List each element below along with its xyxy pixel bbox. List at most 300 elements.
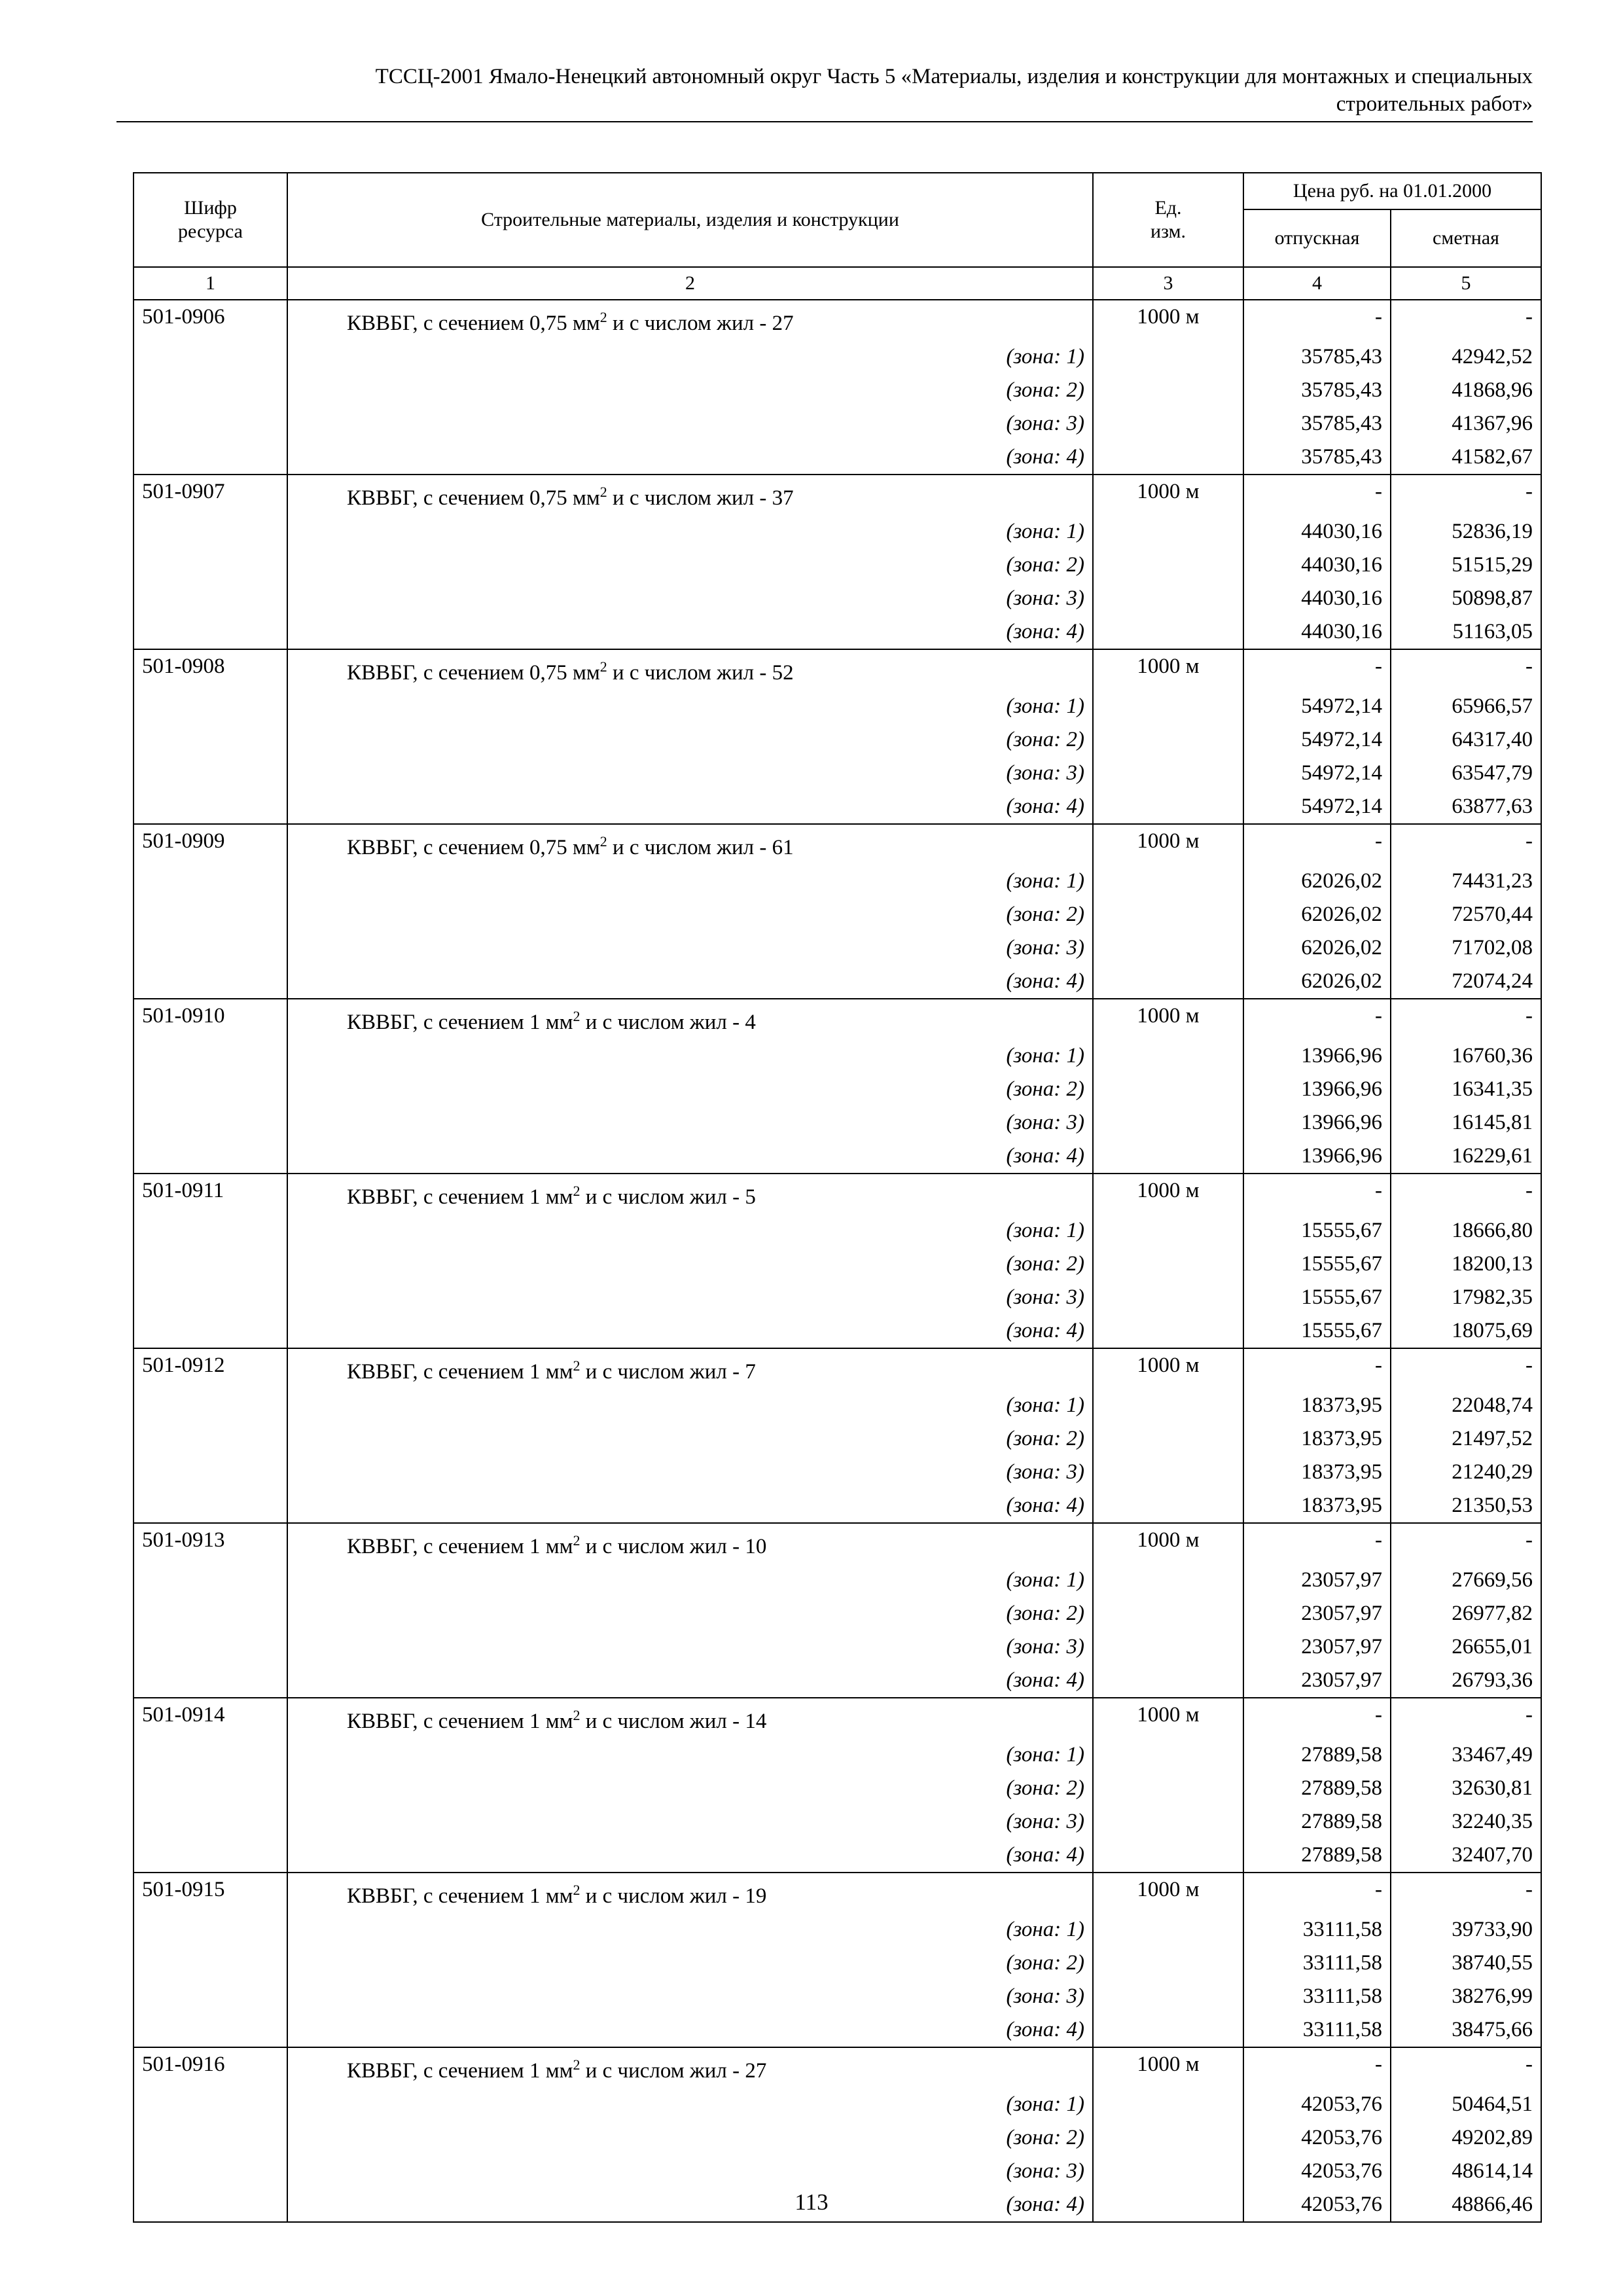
resource-code: 501-0912 <box>134 1348 287 1389</box>
zone-price-release: 44030,16 <box>1243 615 1391 649</box>
col-number-1: 1 <box>134 267 287 300</box>
zone-row <box>134 1073 1541 1106</box>
zone-unit-empty <box>1093 440 1243 475</box>
unit-superscript: 2 <box>573 1008 580 1024</box>
zone-row <box>134 2088 1541 2121</box>
zone-code-empty <box>134 1422 287 1456</box>
zone-unit-empty <box>1093 690 1243 723</box>
zone-price-estimate: 32240,35 <box>1391 1805 1541 1839</box>
zone-row <box>134 582 1541 615</box>
zone-label: (зона: 2) <box>287 1073 1093 1106</box>
zone-price-release: 33111,58 <box>1243 1980 1391 2013</box>
zone-unit-empty <box>1093 1738 1243 1772</box>
zone-price-estimate: 16760,36 <box>1391 1039 1541 1073</box>
zone-code-empty <box>134 1139 287 1174</box>
price-release: - <box>1243 1873 1391 1913</box>
zone-price-estimate: 74431,23 <box>1391 865 1541 898</box>
zone-row <box>134 615 1541 649</box>
price-estimate: - <box>1391 999 1541 1039</box>
material-name-suffix: и с числом жил - 27 <box>580 2059 767 2083</box>
zone-unit-empty <box>1093 582 1243 615</box>
zone-row <box>134 1772 1541 1805</box>
zone-price-estimate: 26793,36 <box>1391 1664 1541 1698</box>
zone-price-release: 18373,95 <box>1243 1422 1391 1456</box>
zone-row <box>134 1039 1541 1073</box>
resource-code: 501-0907 <box>134 475 287 515</box>
material-name-text: КВВБГ, с сечением 1 мм <box>347 1535 573 1558</box>
zone-code-empty <box>134 2155 287 2188</box>
material-name-suffix: и с числом жил - 52 <box>607 661 794 685</box>
zone-unit-empty <box>1093 1214 1243 1247</box>
zone-code-empty <box>134 374 287 407</box>
zone-price-estimate: 51163,05 <box>1391 615 1541 649</box>
unit-of-measure: 1000 м <box>1093 999 1243 1039</box>
zone-code-empty <box>134 1664 287 1698</box>
zone-price-estimate: 50464,51 <box>1391 2088 1541 2121</box>
zone-code-empty <box>134 1839 287 1873</box>
zone-code-empty <box>134 407 287 440</box>
unit-superscript: 2 <box>573 1183 580 1199</box>
table-row <box>134 475 1541 515</box>
zone-price-release: 13966,96 <box>1243 1106 1391 1139</box>
zone-code-empty <box>134 2013 287 2047</box>
resource-code: 501-0916 <box>134 2047 287 2088</box>
zone-code-empty <box>134 1106 287 1139</box>
zone-price-estimate: 38276,99 <box>1391 1980 1541 2013</box>
zone-unit-empty <box>1093 407 1243 440</box>
zone-label: (зона: 2) <box>287 2121 1093 2155</box>
price-release: - <box>1243 1698 1391 1738</box>
zone-code-empty <box>134 1738 287 1772</box>
zone-unit-empty <box>1093 1946 1243 1980</box>
zone-unit-empty <box>1093 865 1243 898</box>
zone-row <box>134 1214 1541 1247</box>
zone-label: (зона: 4) <box>287 790 1093 824</box>
price-release: - <box>1243 300 1391 340</box>
zone-price-estimate: 63877,63 <box>1391 790 1541 824</box>
zone-price-estimate: 38475,66 <box>1391 2013 1541 2047</box>
zone-label: (зона: 4) <box>287 615 1093 649</box>
zone-price-release: 15555,67 <box>1243 1281 1391 1314</box>
zone-price-release: 33111,58 <box>1243 1913 1391 1946</box>
material-name-text: КВВБГ, с сечением 1 мм <box>347 2059 573 2083</box>
zone-label: (зона: 1) <box>287 1039 1093 1073</box>
zone-price-estimate: 49202,89 <box>1391 2121 1541 2155</box>
col-number-4: 4 <box>1243 267 1391 300</box>
zone-code-empty <box>134 582 287 615</box>
zone-unit-empty <box>1093 548 1243 582</box>
zone-code-empty <box>134 440 287 475</box>
zone-price-release: 35785,43 <box>1243 374 1391 407</box>
material-name <box>287 2047 1093 2088</box>
zone-unit-empty <box>1093 615 1243 649</box>
material-name-text: КВВБГ, с сечением 1 мм <box>347 1884 573 1908</box>
price-release: - <box>1243 2047 1391 2088</box>
material-name <box>287 1698 1093 1738</box>
zone-label: (зона: 3) <box>287 582 1093 615</box>
material-name-suffix: и с числом жил - 27 <box>607 312 794 335</box>
unit-of-measure: 1000 м <box>1093 1698 1243 1738</box>
zone-price-release: 42053,76 <box>1243 2188 1391 2222</box>
zone-code-empty <box>134 931 287 965</box>
material-name <box>287 475 1093 515</box>
table-row <box>134 1873 1541 1913</box>
zone-label: (зона: 2) <box>287 1247 1093 1281</box>
material-name-text: КВВБГ, с сечением 0,75 мм <box>347 661 600 685</box>
zone-code-empty <box>134 1913 287 1946</box>
zone-row <box>134 515 1541 548</box>
zone-label: (зона: 4) <box>287 1314 1093 1348</box>
zone-price-release: 15555,67 <box>1243 1314 1391 1348</box>
zone-code-empty <box>134 340 287 374</box>
zone-price-estimate: 64317,40 <box>1391 723 1541 757</box>
material-name-text: КВВБГ, с сечением 0,75 мм <box>347 312 600 335</box>
zone-row <box>134 965 1541 999</box>
zone-row <box>134 1281 1541 1314</box>
zone-row <box>134 2155 1541 2188</box>
material-name-suffix: и с числом жил - 61 <box>607 836 794 859</box>
price-estimate: - <box>1391 1873 1541 1913</box>
zone-code-empty <box>134 1247 287 1281</box>
zone-code-empty <box>134 1489 287 1523</box>
zone-unit-empty <box>1093 1039 1243 1073</box>
zone-code-empty <box>134 1456 287 1489</box>
zone-price-estimate: 41868,96 <box>1391 374 1541 407</box>
zone-price-estimate: 42942,52 <box>1391 340 1541 374</box>
zone-price-estimate: 71702,08 <box>1391 931 1541 965</box>
resource-code: 501-0915 <box>134 1873 287 1913</box>
price-release: - <box>1243 999 1391 1039</box>
zone-row <box>134 407 1541 440</box>
col-header-price-release: отпускная <box>1243 209 1391 267</box>
zone-unit-empty <box>1093 1422 1243 1456</box>
zone-label: (зона: 3) <box>287 931 1093 965</box>
zone-price-estimate: 16341,35 <box>1391 1073 1541 1106</box>
price-estimate: - <box>1391 475 1541 515</box>
zone-label: (зона: 4) <box>287 1489 1093 1523</box>
zone-row <box>134 440 1541 475</box>
zone-price-estimate: 48866,46 <box>1391 2188 1541 2222</box>
zone-row <box>134 1913 1541 1946</box>
zone-row <box>134 1805 1541 1839</box>
table-row <box>134 2047 1541 2088</box>
unit-superscript: 2 <box>599 309 607 325</box>
zone-price-estimate: 50898,87 <box>1391 582 1541 615</box>
col-header-name: Строительные материалы, изделия и конструкции <box>287 173 1093 267</box>
zone-unit-empty <box>1093 965 1243 999</box>
zone-price-release: 44030,16 <box>1243 548 1391 582</box>
zone-price-release: 35785,43 <box>1243 340 1391 374</box>
zone-code-empty <box>134 515 287 548</box>
col-number-3: 3 <box>1093 267 1243 300</box>
table-row <box>134 1348 1541 1389</box>
resource-code: 501-0911 <box>134 1174 287 1214</box>
zone-price-estimate: 17982,35 <box>1391 1281 1541 1314</box>
page-number: 113 <box>794 2189 829 2215</box>
zone-row <box>134 757 1541 790</box>
zone-price-estimate: 41582,67 <box>1391 440 1541 475</box>
zone-row <box>134 790 1541 824</box>
zone-code-empty <box>134 757 287 790</box>
unit-superscript: 2 <box>599 833 607 850</box>
zone-unit-empty <box>1093 1489 1243 1523</box>
col-header-code <box>134 173 287 267</box>
material-name-suffix: и с числом жил - 7 <box>580 1360 756 1384</box>
zone-unit-empty <box>1093 2013 1243 2047</box>
zone-unit-empty <box>1093 1139 1243 1174</box>
zone-label: (зона: 1) <box>287 690 1093 723</box>
zone-price-release: 15555,67 <box>1243 1247 1391 1281</box>
zone-price-estimate: 16229,61 <box>1391 1139 1541 1174</box>
zone-label: (зона: 3) <box>287 1106 1093 1139</box>
material-name-text: КВВБГ, с сечением 1 мм <box>347 1011 573 1034</box>
zone-label: (зона: 3) <box>287 757 1093 790</box>
material-name-suffix: и с числом жил - 37 <box>607 486 794 510</box>
zone-code-empty <box>134 1630 287 1664</box>
resource-code: 501-0913 <box>134 1523 287 1564</box>
zone-row <box>134 1422 1541 1456</box>
zone-price-release: 27889,58 <box>1243 1839 1391 1873</box>
col-header-price-estimate: сметная <box>1391 209 1541 267</box>
unit-superscript: 2 <box>573 2056 580 2073</box>
zone-price-estimate: 41367,96 <box>1391 407 1541 440</box>
zone-label: (зона: 2) <box>287 1772 1093 1805</box>
zone-price-release: 62026,02 <box>1243 965 1391 999</box>
zone-unit-empty <box>1093 898 1243 931</box>
unit-of-measure: 1000 м <box>1093 1873 1243 1913</box>
zone-label: (зона: 2) <box>287 374 1093 407</box>
zone-price-estimate: 65966,57 <box>1391 690 1541 723</box>
zone-label: (зона: 4) <box>287 1664 1093 1698</box>
zone-unit-empty <box>1093 1281 1243 1314</box>
zone-unit-empty <box>1093 2155 1243 2188</box>
resource-code: 501-0908 <box>134 649 287 690</box>
unit-of-measure: 1000 м <box>1093 649 1243 690</box>
zone-code-empty <box>134 548 287 582</box>
zone-row <box>134 1839 1541 1873</box>
zone-row <box>134 1664 1541 1698</box>
zone-unit-empty <box>1093 757 1243 790</box>
zone-label: (зона: 2) <box>287 1422 1093 1456</box>
zone-price-estimate: 63547,79 <box>1391 757 1541 790</box>
zone-label: (зона: 1) <box>287 1389 1093 1422</box>
zone-row <box>134 2121 1541 2155</box>
zone-price-estimate: 27669,56 <box>1391 1564 1541 1597</box>
material-name-text: КВВБГ, с сечением 0,75 мм <box>347 486 600 510</box>
unit-of-measure: 1000 м <box>1093 300 1243 340</box>
material-name <box>287 824 1093 865</box>
zone-price-release: 33111,58 <box>1243 2013 1391 2047</box>
zone-price-estimate: 16145,81 <box>1391 1106 1541 1139</box>
material-name-text: КВВБГ, с сечением 1 мм <box>347 1360 573 1384</box>
zone-row <box>134 898 1541 931</box>
zone-code-empty <box>134 1214 287 1247</box>
zone-price-estimate: 39733,90 <box>1391 1913 1541 1946</box>
zone-price-estimate: 21240,29 <box>1391 1456 1541 1489</box>
resource-code: 501-0910 <box>134 999 287 1039</box>
zone-row <box>134 1630 1541 1664</box>
zone-row <box>134 2013 1541 2047</box>
zone-code-empty <box>134 1073 287 1106</box>
zone-code-empty <box>134 690 287 723</box>
col-header-price-group: Цена руб. на 01.01.2000 <box>1243 173 1541 209</box>
zone-code-empty <box>134 1946 287 1980</box>
unit-superscript: 2 <box>573 1532 580 1549</box>
unit-of-measure: 1000 м <box>1093 1174 1243 1214</box>
zone-price-release: 54972,14 <box>1243 690 1391 723</box>
header-line-1: ТССЦ-2001 Ямало-Ненецкий автономный округ Часть 5 «Материалы, изделия и конструкции для монтажных и специальных <box>375 65 1533 88</box>
zone-row <box>134 1139 1541 1174</box>
zone-unit-empty <box>1093 1913 1243 1946</box>
zone-label: (зона: 3) <box>287 1805 1093 1839</box>
zone-unit-empty <box>1093 1630 1243 1664</box>
zone-label: (зона: 3) <box>287 1630 1093 1664</box>
zone-label: (зона: 3) <box>287 1456 1093 1489</box>
material-name <box>287 1174 1093 1214</box>
zone-unit-empty <box>1093 374 1243 407</box>
unit-superscript: 2 <box>599 658 607 675</box>
unit-superscript: 2 <box>573 1357 580 1374</box>
material-name-text: КВВБГ, с сечением 1 мм <box>347 1710 573 1733</box>
zone-unit-empty <box>1093 515 1243 548</box>
zone-row <box>134 1314 1541 1348</box>
zone-price-estimate: 51515,29 <box>1391 548 1541 582</box>
zone-label: (зона: 3) <box>287 1980 1093 2013</box>
col-header-unit <box>1093 173 1243 267</box>
zone-label: (зона: 4) <box>287 440 1093 475</box>
material-name-suffix: и с числом жил - 19 <box>580 1884 767 1908</box>
zone-label: (зона: 1) <box>287 340 1093 374</box>
price-release: - <box>1243 1348 1391 1389</box>
col-number-2: 2 <box>287 267 1093 300</box>
material-name <box>287 999 1093 1039</box>
zone-row <box>134 690 1541 723</box>
material-name-suffix: и с числом жил - 4 <box>580 1011 756 1034</box>
price-table <box>133 172 1542 2223</box>
material-name-suffix: и с числом жил - 10 <box>580 1535 767 1558</box>
zone-price-release: 54972,14 <box>1243 723 1391 757</box>
zone-unit-empty <box>1093 2121 1243 2155</box>
zone-unit-empty <box>1093 1389 1243 1422</box>
zone-price-release: 42053,76 <box>1243 2121 1391 2155</box>
zone-unit-empty <box>1093 1314 1243 1348</box>
zone-code-empty <box>134 898 287 931</box>
unit-of-measure: 1000 м <box>1093 1348 1243 1389</box>
resource-code: 501-0909 <box>134 824 287 865</box>
zone-price-estimate: 72074,24 <box>1391 965 1541 999</box>
zone-row <box>134 723 1541 757</box>
price-release: - <box>1243 1523 1391 1564</box>
table-row <box>134 1698 1541 1738</box>
zone-price-release: 13966,96 <box>1243 1073 1391 1106</box>
unit-superscript: 2 <box>599 484 607 500</box>
zone-label: (зона: 2) <box>287 898 1093 931</box>
material-name <box>287 649 1093 690</box>
zone-price-estimate: 32630,81 <box>1391 1772 1541 1805</box>
zone-unit-empty <box>1093 2088 1243 2121</box>
price-estimate: - <box>1391 1348 1541 1389</box>
zone-code-empty <box>134 1805 287 1839</box>
zone-row <box>134 931 1541 965</box>
material-name-suffix: и с числом жил - 14 <box>580 1710 767 1733</box>
resource-code: 501-0914 <box>134 1698 287 1738</box>
zone-label: (зона: 4) <box>287 2013 1093 2047</box>
zone-label: (зона: 2) <box>287 1597 1093 1630</box>
zone-label: (зона: 1) <box>287 1738 1093 1772</box>
col-unit-label: Ед. изм. <box>1150 197 1186 242</box>
header-rule <box>116 121 1533 122</box>
zone-label: (зона: 4) <box>287 965 1093 999</box>
table-row <box>134 300 1541 340</box>
zone-row <box>134 1247 1541 1281</box>
zone-price-release: 44030,16 <box>1243 515 1391 548</box>
zone-code-empty <box>134 965 287 999</box>
zone-unit-empty <box>1093 790 1243 824</box>
zone-label: (зона: 2) <box>287 723 1093 757</box>
zone-code-empty <box>134 1597 287 1630</box>
zone-label: (зона: 3) <box>287 1281 1093 1314</box>
zone-price-estimate: 52836,19 <box>1391 515 1541 548</box>
zone-price-estimate: 21497,52 <box>1391 1422 1541 1456</box>
zone-label: (зона: 2) <box>287 548 1093 582</box>
header-line-2: строительных работ» <box>1336 92 1533 116</box>
zone-unit-empty <box>1093 723 1243 757</box>
page-header <box>116 63 1533 118</box>
zone-price-estimate: 26655,01 <box>1391 1630 1541 1664</box>
zone-price-estimate: 32407,70 <box>1391 1839 1541 1873</box>
price-release: - <box>1243 824 1391 865</box>
table-body <box>134 300 1541 2222</box>
zone-price-release: 62026,02 <box>1243 898 1391 931</box>
zone-unit-empty <box>1093 1664 1243 1698</box>
zone-code-empty <box>134 865 287 898</box>
zone-row <box>134 374 1541 407</box>
unit-of-measure: 1000 м <box>1093 824 1243 865</box>
zone-price-release: 23057,97 <box>1243 1564 1391 1597</box>
zone-price-release: 13966,96 <box>1243 1139 1391 1174</box>
zone-row <box>134 1389 1541 1422</box>
zone-unit-empty <box>1093 1456 1243 1489</box>
material-name-text: КВВБГ, с сечением 0,75 мм <box>347 836 600 859</box>
zone-unit-empty <box>1093 1980 1243 2013</box>
zone-unit-empty <box>1093 1597 1243 1630</box>
table-row <box>134 1523 1541 1564</box>
zone-unit-empty <box>1093 1106 1243 1139</box>
zone-price-estimate: 21350,53 <box>1391 1489 1541 1523</box>
material-name <box>287 300 1093 340</box>
zone-price-release: 27889,58 <box>1243 1772 1391 1805</box>
zone-label: (зона: 4) <box>287 1139 1093 1174</box>
zone-row <box>134 340 1541 374</box>
zone-unit-empty <box>1093 1073 1243 1106</box>
material-name <box>287 1873 1093 1913</box>
zone-unit-empty <box>1093 1247 1243 1281</box>
zone-unit-empty <box>1093 1839 1243 1873</box>
zone-price-release: 27889,58 <box>1243 1738 1391 1772</box>
zone-row <box>134 1106 1541 1139</box>
zone-row <box>134 1946 1541 1980</box>
material-name-suffix: и с числом жил - 5 <box>580 1185 756 1209</box>
zone-label: (зона: 1) <box>287 1214 1093 1247</box>
zone-row <box>134 1489 1541 1523</box>
zone-label: (зона: 1) <box>287 1913 1093 1946</box>
zone-price-release: 27889,58 <box>1243 1805 1391 1839</box>
col-code-label: Шифр ресурса <box>178 197 243 242</box>
zone-code-empty <box>134 790 287 824</box>
zone-unit-empty <box>1093 340 1243 374</box>
zone-price-release: 18373,95 <box>1243 1489 1391 1523</box>
zone-price-release: 18373,95 <box>1243 1389 1391 1422</box>
